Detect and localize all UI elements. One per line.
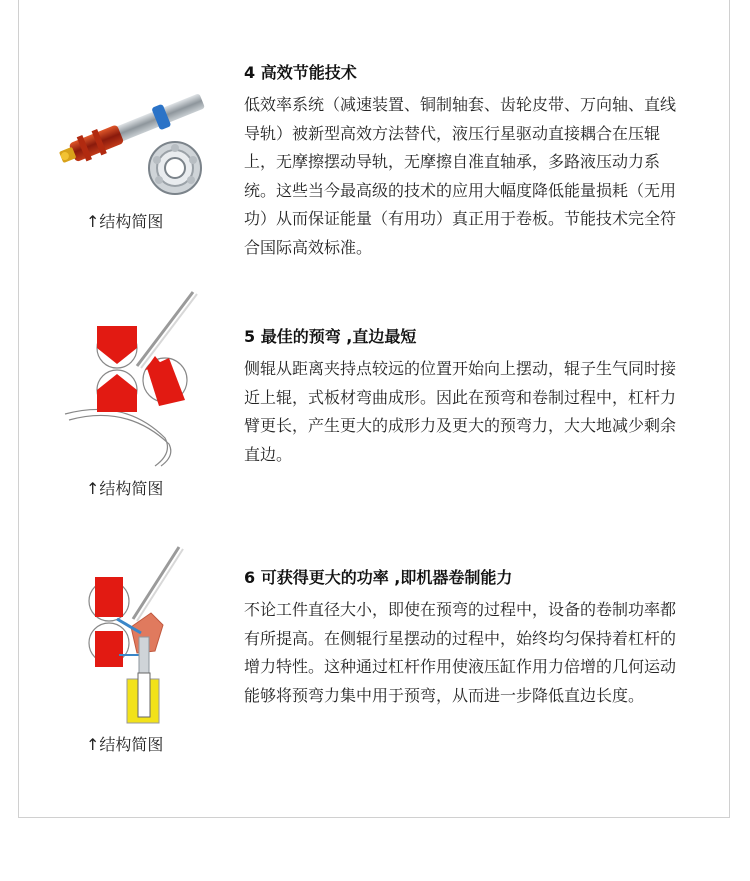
figure-caption: ↑结构简图 (86, 479, 164, 498)
lever-diagram-figure (55, 543, 215, 693)
lever-cylinder-icon (55, 543, 215, 728)
section-title: 5 最佳的预弯 ,直边最短 (244, 327, 417, 346)
section-body: 侧辊从距离夹持点较远的位置开始向上摆动，辊子生气同时接近上辊，式板材弯曲成形。因此在预弯和卷制过程中，杠杆力臂更长，产生更大的成形力及更大的预弯力，大大地减少剩余直边。 (244, 359, 677, 464)
section-title: 6 可获得更大的功率 ,即机器卷制能力 (244, 568, 513, 587)
section-body: 低效率系统（减速装置、铜制轴套、齿轮皮带、万向轴、直线导轨）被新型高效方法替代，液压行星驱动直接耦合在压辊上，无摩擦摆动导轨，无摩擦自准直轴承，多路液压动力系统。这些当今最高级的技术的应用大幅度降低能量损耗（无用功）从而保证能量（有用功）真正用于卷板。节能技术完全符合国际高效标准。 (244, 95, 677, 257)
section-title: 4 高效节能技术 (244, 63, 357, 82)
section-body: 不论工件直径大小，即使在预弯的过程中，设备的卷制功率都有所提高。在侧辊行星摆动的过程中，始终均匀保持着杠杆的增力特性。这种通过杠杆作用使液压缸作用力倍增的几何运动能够将预弯力集中用于预弯，从而进一步降低直边长度。 (244, 600, 677, 705)
figure-caption: ↑结构简图 (86, 735, 164, 754)
prebend-diagram-figure (55, 288, 215, 438)
prebend-diagram-icon (55, 288, 215, 468)
bearing-icon (149, 142, 201, 194)
hydraulic-motor-icon (55, 82, 215, 202)
figure-caption: ↑结构简图 (86, 212, 164, 231)
